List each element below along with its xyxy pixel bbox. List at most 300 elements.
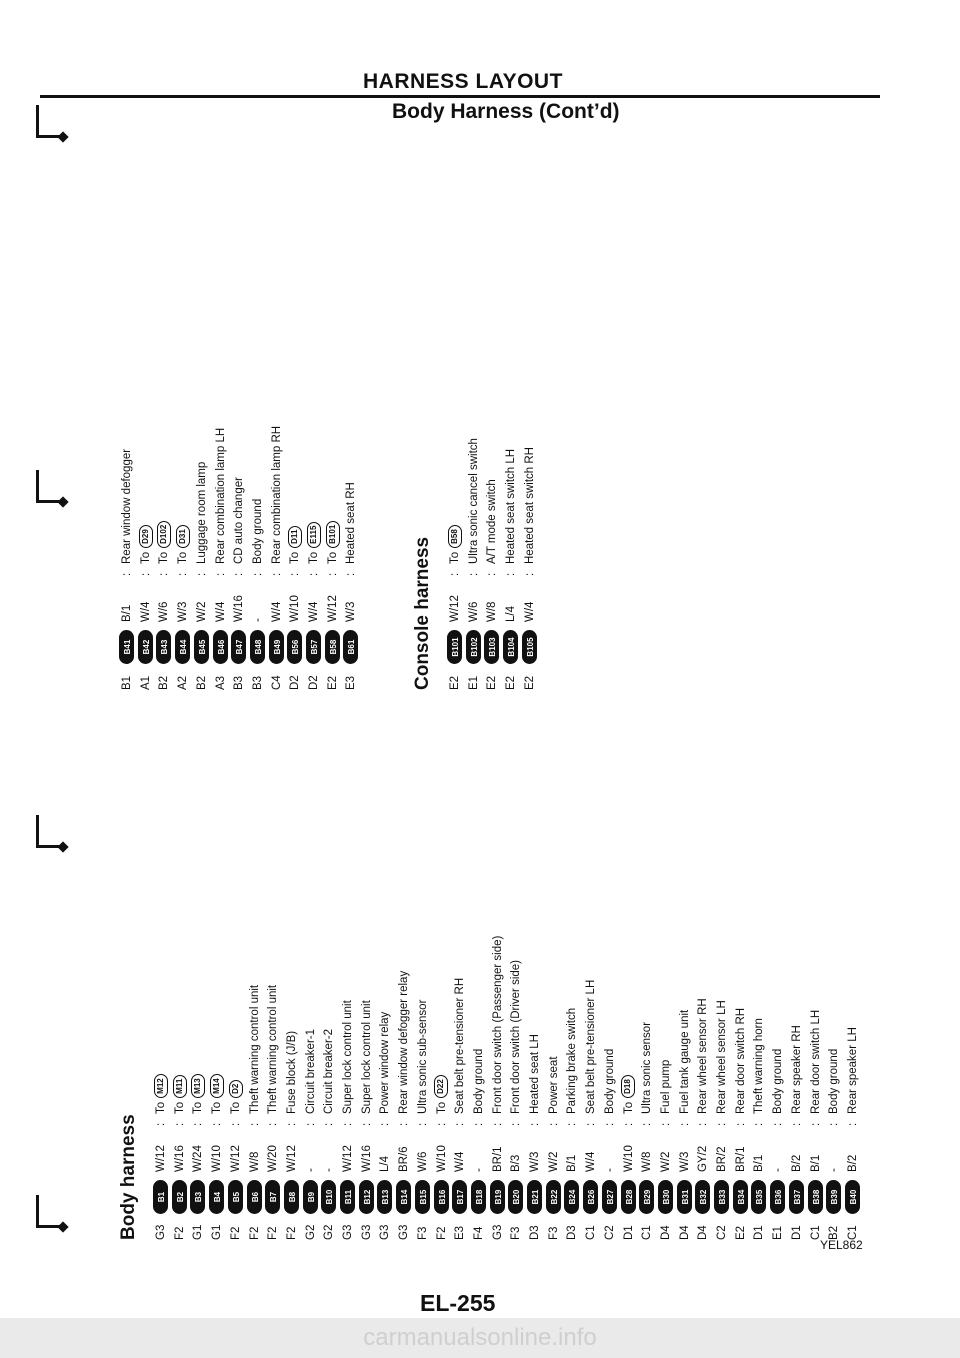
separator: :: [416, 1122, 429, 1126]
header-subtitle: Body Harness (Cont’d): [392, 100, 620, 123]
connector-id-badge: B102: [466, 630, 481, 664]
to-connector-badge: E115: [307, 522, 321, 548]
separator: :: [486, 572, 499, 576]
connector-id-badge: B26: [583, 1180, 598, 1214]
connector-description: [305, 522, 323, 564]
connector-id-badge: B1: [153, 1180, 168, 1214]
grid-ref: E3: [454, 1225, 467, 1240]
header-rule: [40, 95, 880, 98]
separator: :: [505, 572, 518, 576]
connector-description: [825, 1049, 843, 1114]
separator: :: [523, 572, 536, 576]
connector-id-badge: B12: [359, 1180, 374, 1214]
separator: :: [158, 572, 171, 576]
description-text: Heated seat switch RH: [523, 447, 536, 564]
connector-description: [286, 526, 304, 564]
wire-spec: W/12: [229, 1145, 242, 1172]
harness-row: [844, 780, 862, 1240]
connector-description: [358, 1000, 376, 1114]
description-text: Seat belt pre-tensioner RH: [454, 977, 467, 1114]
description-text: Body ground: [603, 1048, 616, 1114]
to-connector-badge: D31: [176, 525, 190, 548]
connector-description: [502, 449, 520, 564]
harness-row: [563, 780, 581, 1240]
connector-id-badge: B48: [250, 630, 265, 664]
wire-spec: B/2: [790, 1154, 803, 1172]
grid-ref: G3: [491, 1224, 504, 1240]
grid-ref: D4: [697, 1225, 710, 1240]
separator: :: [326, 572, 339, 576]
connector-id-badge: B27: [602, 1180, 617, 1214]
description-text: Rear window defogger relay: [398, 970, 411, 1114]
grid-ref: F2: [267, 1226, 280, 1240]
separator: :: [285, 1122, 298, 1126]
harness-row: [268, 230, 286, 690]
description-text: Rear door switch RH: [734, 1007, 747, 1114]
separator: :: [435, 1122, 448, 1126]
separator: :: [304, 1122, 317, 1126]
separator: :: [248, 1122, 261, 1126]
harness-row: [193, 230, 211, 690]
connector-description: [465, 438, 483, 564]
separator: :: [360, 1122, 373, 1126]
harness-row: [342, 230, 360, 690]
connector-id-badge: B5: [228, 1180, 243, 1214]
separator: :: [678, 1122, 691, 1126]
connector-description: [249, 499, 267, 564]
separator: :: [529, 1122, 541, 1126]
connector-id-badge: B24: [564, 1180, 579, 1214]
wire-spec: W/10: [435, 1145, 448, 1172]
harness-row: [582, 780, 600, 1240]
harness-row: [155, 230, 173, 690]
connector-description: [451, 978, 469, 1114]
separator: :: [622, 1122, 635, 1126]
harness-row: [521, 230, 539, 690]
grid-ref: D1: [753, 1225, 766, 1240]
grid-ref: G3: [342, 1224, 354, 1240]
grid-ref: C1: [846, 1225, 859, 1240]
binding-mark-icon: [36, 1195, 61, 1228]
separator: :: [603, 1122, 616, 1126]
connector-id-badge: B37: [789, 1180, 804, 1214]
wire-spec: B/1: [566, 1154, 579, 1172]
description-text: To: [622, 1101, 635, 1114]
connector-id-badge: B14: [396, 1180, 411, 1214]
harness-row: [676, 780, 694, 1240]
description-text: Heated seat switch LH: [505, 448, 518, 564]
separator: :: [121, 572, 133, 576]
wire-spec: W/4: [308, 601, 320, 622]
harness-row: [137, 230, 155, 690]
description-text: Heated seat RH: [345, 482, 358, 564]
description-text: Rear wheel sensor LH: [716, 1000, 728, 1114]
description-text: Rear speaker LH: [846, 1027, 859, 1114]
connector-description: [526, 1034, 544, 1114]
grid-ref: C1: [809, 1225, 822, 1240]
grid-ref: G3: [360, 1224, 373, 1240]
harness-row: [470, 780, 488, 1240]
wire-spec: -: [251, 618, 264, 622]
harness-row: [212, 230, 230, 690]
harness-row: [305, 230, 323, 690]
harness-row: [189, 780, 207, 1240]
grid-ref: C1: [641, 1225, 654, 1240]
grid-ref: A3: [214, 675, 227, 690]
wire-spec: W/12: [285, 1145, 298, 1172]
to-connector-badge: D18: [621, 1075, 635, 1098]
connector-id-badge: B9: [303, 1180, 318, 1214]
harness-row: [246, 780, 264, 1240]
connector-description: [320, 1029, 338, 1114]
connector-description: [339, 1000, 357, 1114]
description-text: Rear speaker RH: [790, 1025, 803, 1114]
description-text: Power window relay: [379, 1011, 392, 1114]
connector-id-badge: B20: [508, 1180, 523, 1214]
separator: :: [449, 572, 461, 576]
harness-row: [526, 780, 544, 1240]
harness-row: [152, 780, 170, 1240]
grid-ref: B2: [828, 1225, 841, 1240]
description-text: Ultra sonic sensor: [641, 1021, 654, 1114]
wire-spec: W/10: [211, 1145, 224, 1172]
wire-spec: B/3: [510, 1154, 523, 1172]
description-text: Body ground: [251, 498, 264, 564]
separator: :: [659, 1122, 672, 1126]
connector-description: [212, 428, 230, 564]
separator: :: [155, 1122, 167, 1126]
connector-id-badge: B16: [434, 1180, 449, 1214]
separator: :: [467, 572, 480, 576]
wire-spec: -: [304, 1168, 317, 1172]
separator: :: [345, 572, 358, 576]
harness-row: [174, 230, 192, 690]
wire-spec: BR/6: [398, 1146, 411, 1172]
wire-spec: W/20: [267, 1145, 280, 1172]
connector-id-badge: B30: [658, 1180, 673, 1214]
separator: :: [379, 1122, 392, 1126]
connector-id-badge: B104: [503, 630, 518, 664]
grid-ref: F2: [173, 1226, 186, 1240]
separator: :: [270, 572, 283, 576]
wire-spec: W/8: [248, 1151, 261, 1172]
description-text: Super lock control unit: [360, 1000, 373, 1114]
grid-ref: E2: [486, 675, 499, 690]
separator: :: [251, 572, 264, 576]
separator: :: [772, 1122, 785, 1126]
binding-mark-icon: [36, 105, 61, 138]
description-text: To: [155, 1101, 167, 1114]
grid-ref: G2: [323, 1224, 336, 1240]
connector-description: [193, 462, 211, 564]
separator: :: [585, 1122, 598, 1126]
separator: :: [547, 1122, 560, 1126]
grid-ref: B2: [195, 675, 208, 690]
description-text: To: [158, 551, 171, 564]
grid-ref: C2: [603, 1225, 616, 1240]
separator: :: [192, 1122, 205, 1126]
grid-ref: C4: [270, 675, 283, 690]
connector-description: [769, 1049, 787, 1114]
harness-row: [264, 780, 282, 1240]
wire-spec: W/4: [585, 1151, 598, 1172]
separator: :: [641, 1122, 654, 1126]
wire-spec: W/8: [641, 1151, 654, 1172]
connector-id-badge: B42: [138, 630, 153, 664]
grid-ref: D3: [529, 1225, 541, 1240]
connector-description: [376, 1012, 394, 1114]
separator: :: [716, 1122, 728, 1126]
wire-spec: W/10: [622, 1145, 635, 1172]
grid-ref: C2: [716, 1225, 728, 1240]
connector-description: [208, 1074, 226, 1114]
grid-ref: E1: [467, 675, 480, 690]
grid-ref: G3: [379, 1224, 392, 1240]
wire-spec: W/3: [177, 601, 190, 622]
grid-ref: E2: [326, 675, 339, 690]
separator: :: [267, 1122, 280, 1126]
to-connector-badge: M13: [191, 1074, 205, 1098]
grid-ref: G2: [304, 1224, 317, 1240]
harness-row: [545, 780, 563, 1240]
description-text: Seat belt pre-tensioner LH: [585, 979, 598, 1114]
wire-spec: BR/1: [734, 1146, 747, 1172]
separator: :: [323, 1122, 336, 1126]
connector-description: [414, 1000, 432, 1114]
grid-ref: G1: [211, 1224, 224, 1240]
harness-row: [446, 230, 464, 690]
wire-spec: W/6: [416, 1151, 429, 1172]
wire-spec: W/3: [345, 601, 358, 622]
description-text: To: [229, 1101, 242, 1114]
grid-ref: F2: [435, 1226, 448, 1240]
connector-description: [137, 525, 155, 564]
separator: :: [472, 1122, 485, 1126]
connector-id-badge: B3: [190, 1180, 205, 1214]
connector-description: [171, 1075, 189, 1114]
description-text: To: [139, 551, 152, 564]
connector-description: [470, 1049, 488, 1114]
connector-description: [844, 1027, 862, 1114]
connector-description: [246, 985, 264, 1114]
grid-ref: F3: [547, 1226, 560, 1240]
harness-row: [395, 780, 413, 1240]
connector-description: [638, 1022, 656, 1114]
harness-row: [507, 780, 525, 1240]
separator: :: [790, 1122, 803, 1126]
wire-spec: W/3: [529, 1151, 541, 1172]
separator: :: [229, 1122, 242, 1126]
page-number: EL-255: [420, 1290, 496, 1316]
to-connector-badge: B58: [448, 525, 462, 548]
grid-ref: G3: [155, 1224, 167, 1240]
description-text: To: [211, 1101, 224, 1114]
grid-ref: B1: [121, 675, 133, 690]
harness-row: [732, 780, 750, 1240]
connector-description: [521, 447, 539, 564]
description-text: To: [308, 551, 320, 564]
connector-id-badge: B46: [213, 630, 228, 664]
grid-ref: D4: [678, 1225, 691, 1240]
harness-row: [620, 780, 638, 1240]
connector-description: [433, 1075, 451, 1114]
description-text: Parking brake switch: [566, 1007, 579, 1114]
harness-row: [286, 230, 304, 690]
console-harness-section: [412, 370, 552, 690]
harness-row: [601, 780, 619, 1240]
separator: :: [214, 572, 227, 576]
description-text: Super lock control unit: [342, 1000, 354, 1114]
description-text: Rear wheel sensor RH: [697, 998, 710, 1114]
description-text: Body ground: [472, 1048, 485, 1114]
wire-spec: W/12: [449, 595, 461, 622]
grid-ref: D4: [659, 1225, 672, 1240]
description-text: Rear door switch LH: [809, 1009, 822, 1114]
connector-id-badge: B43: [156, 630, 171, 664]
description-text: To: [326, 551, 339, 564]
description-text: To: [192, 1101, 205, 1114]
connector-description: [302, 1029, 320, 1114]
connector-description: [264, 985, 282, 1114]
harness-row: [713, 780, 731, 1240]
grid-ref: F2: [248, 1226, 261, 1240]
connector-description: [563, 1008, 581, 1114]
grid-ref: F3: [510, 1226, 523, 1240]
separator: :: [491, 1122, 504, 1126]
to-connector-badge: D22: [434, 1075, 448, 1098]
connector-id-badge: B29: [639, 1180, 654, 1214]
description-text: Theft warning control unit: [248, 984, 261, 1114]
connector-description: [118, 449, 136, 564]
grid-ref: E2: [734, 1225, 747, 1240]
binding-mark-icon: [36, 815, 61, 848]
harness-row: [376, 780, 394, 1240]
harness-row: [433, 780, 451, 1240]
description-text: Fuel pump: [659, 1059, 672, 1114]
connector-description: [545, 1056, 563, 1114]
to-connector-badge: M12: [154, 1074, 168, 1098]
harness-row: [750, 780, 768, 1240]
grid-ref: E2: [505, 675, 518, 690]
description-text: Fuel tank gauge unit: [678, 1009, 691, 1114]
harness-row: [465, 230, 483, 690]
to-connector-badge: D11: [288, 526, 302, 548]
connector-id-badge: B8: [284, 1180, 299, 1214]
wire-spec: W/6: [158, 601, 171, 622]
separator: :: [828, 1122, 841, 1126]
to-connector-badge: D102: [157, 521, 171, 548]
grid-ref: G3: [398, 1224, 411, 1240]
description-text: Circuit breaker-1: [304, 1029, 317, 1114]
connector-id-badge: B101: [447, 630, 462, 664]
harness-row: [657, 780, 675, 1240]
wire-spec: W/12: [342, 1145, 354, 1172]
harness-row: [320, 780, 338, 1240]
connector-id-badge: B22: [546, 1180, 561, 1214]
separator: :: [398, 1122, 411, 1126]
connector-id-badge: B11: [340, 1180, 355, 1214]
separator: :: [177, 572, 190, 576]
grid-ref: B3: [251, 675, 264, 690]
description-text: Rear window defogger: [121, 448, 133, 564]
description-text: Rear combination lamp RH: [270, 425, 283, 564]
separator: :: [195, 572, 208, 576]
harness-row: [208, 780, 226, 1240]
connector-description: [155, 521, 173, 564]
harness-row: [769, 780, 787, 1240]
connector-description: [395, 971, 413, 1114]
grid-ref: F4: [472, 1226, 485, 1240]
connector-description: [676, 1010, 694, 1114]
to-connector-badge: D2: [229, 1080, 243, 1098]
wire-spec: -: [603, 1168, 616, 1172]
wire-spec: W/16: [360, 1145, 373, 1172]
harness-row: [788, 780, 806, 1240]
separator: :: [139, 572, 152, 576]
connector-description: [324, 521, 342, 564]
wire-spec: W/6: [467, 601, 480, 622]
separator: :: [734, 1122, 747, 1126]
connector-id-badge: B47: [231, 630, 246, 664]
harness-row: [451, 780, 469, 1240]
footer-watermark: carmanualsonline.info: [0, 1318, 960, 1358]
harness-row: [825, 780, 843, 1240]
binding-mark-icon: [36, 470, 61, 503]
connector-id-badge: B58: [325, 630, 340, 664]
description-text: Ultra sonic cancel switch: [467, 438, 480, 564]
connector-id-badge: B10: [321, 1180, 336, 1214]
connector-id-badge: B45: [194, 630, 209, 664]
connector-description: [283, 1031, 301, 1114]
wire-spec: W/4: [523, 601, 536, 622]
wire-spec: W/2: [659, 1151, 672, 1172]
description-text: To: [173, 1101, 186, 1114]
harness-row: [483, 230, 501, 690]
harness-row: [171, 780, 189, 1240]
harness-row: [249, 230, 267, 690]
description-text: Rear combination lamp LH: [214, 427, 227, 564]
connector-id-badge: B6: [247, 1180, 262, 1214]
wire-spec: B/1: [121, 604, 133, 622]
connector-id-badge: B105: [522, 630, 537, 664]
connector-description: [807, 1010, 825, 1114]
harness-row: [283, 780, 301, 1240]
grid-ref: B3: [233, 675, 246, 690]
harness-row: [502, 230, 520, 690]
description-text: Theft warning horn: [753, 1018, 766, 1114]
grid-ref: F2: [229, 1226, 242, 1240]
to-connector-badge: B101: [326, 521, 340, 548]
grid-ref: C1: [585, 1225, 598, 1240]
grid-ref: D2: [289, 675, 302, 690]
connector-description: [750, 1018, 768, 1114]
connector-description: [507, 960, 525, 1114]
connector-id-badge: B56: [287, 630, 302, 664]
wire-spec: -: [772, 1168, 785, 1172]
connector-id-badge: B44: [175, 630, 190, 664]
grid-ref: E2: [449, 675, 461, 690]
wire-spec: W/16: [173, 1145, 186, 1172]
body-harness-cont-section: [118, 370, 378, 690]
separator: :: [233, 572, 246, 576]
connector-id-badge: B36: [770, 1180, 785, 1214]
description-text: To: [289, 551, 302, 564]
connector-id-badge: B4: [209, 1180, 224, 1214]
connector-id-badge: B15: [415, 1180, 430, 1214]
grid-ref: A1: [139, 675, 152, 690]
connector-id-badge: B57: [306, 630, 321, 664]
connector-id-badge: B2: [172, 1180, 187, 1214]
